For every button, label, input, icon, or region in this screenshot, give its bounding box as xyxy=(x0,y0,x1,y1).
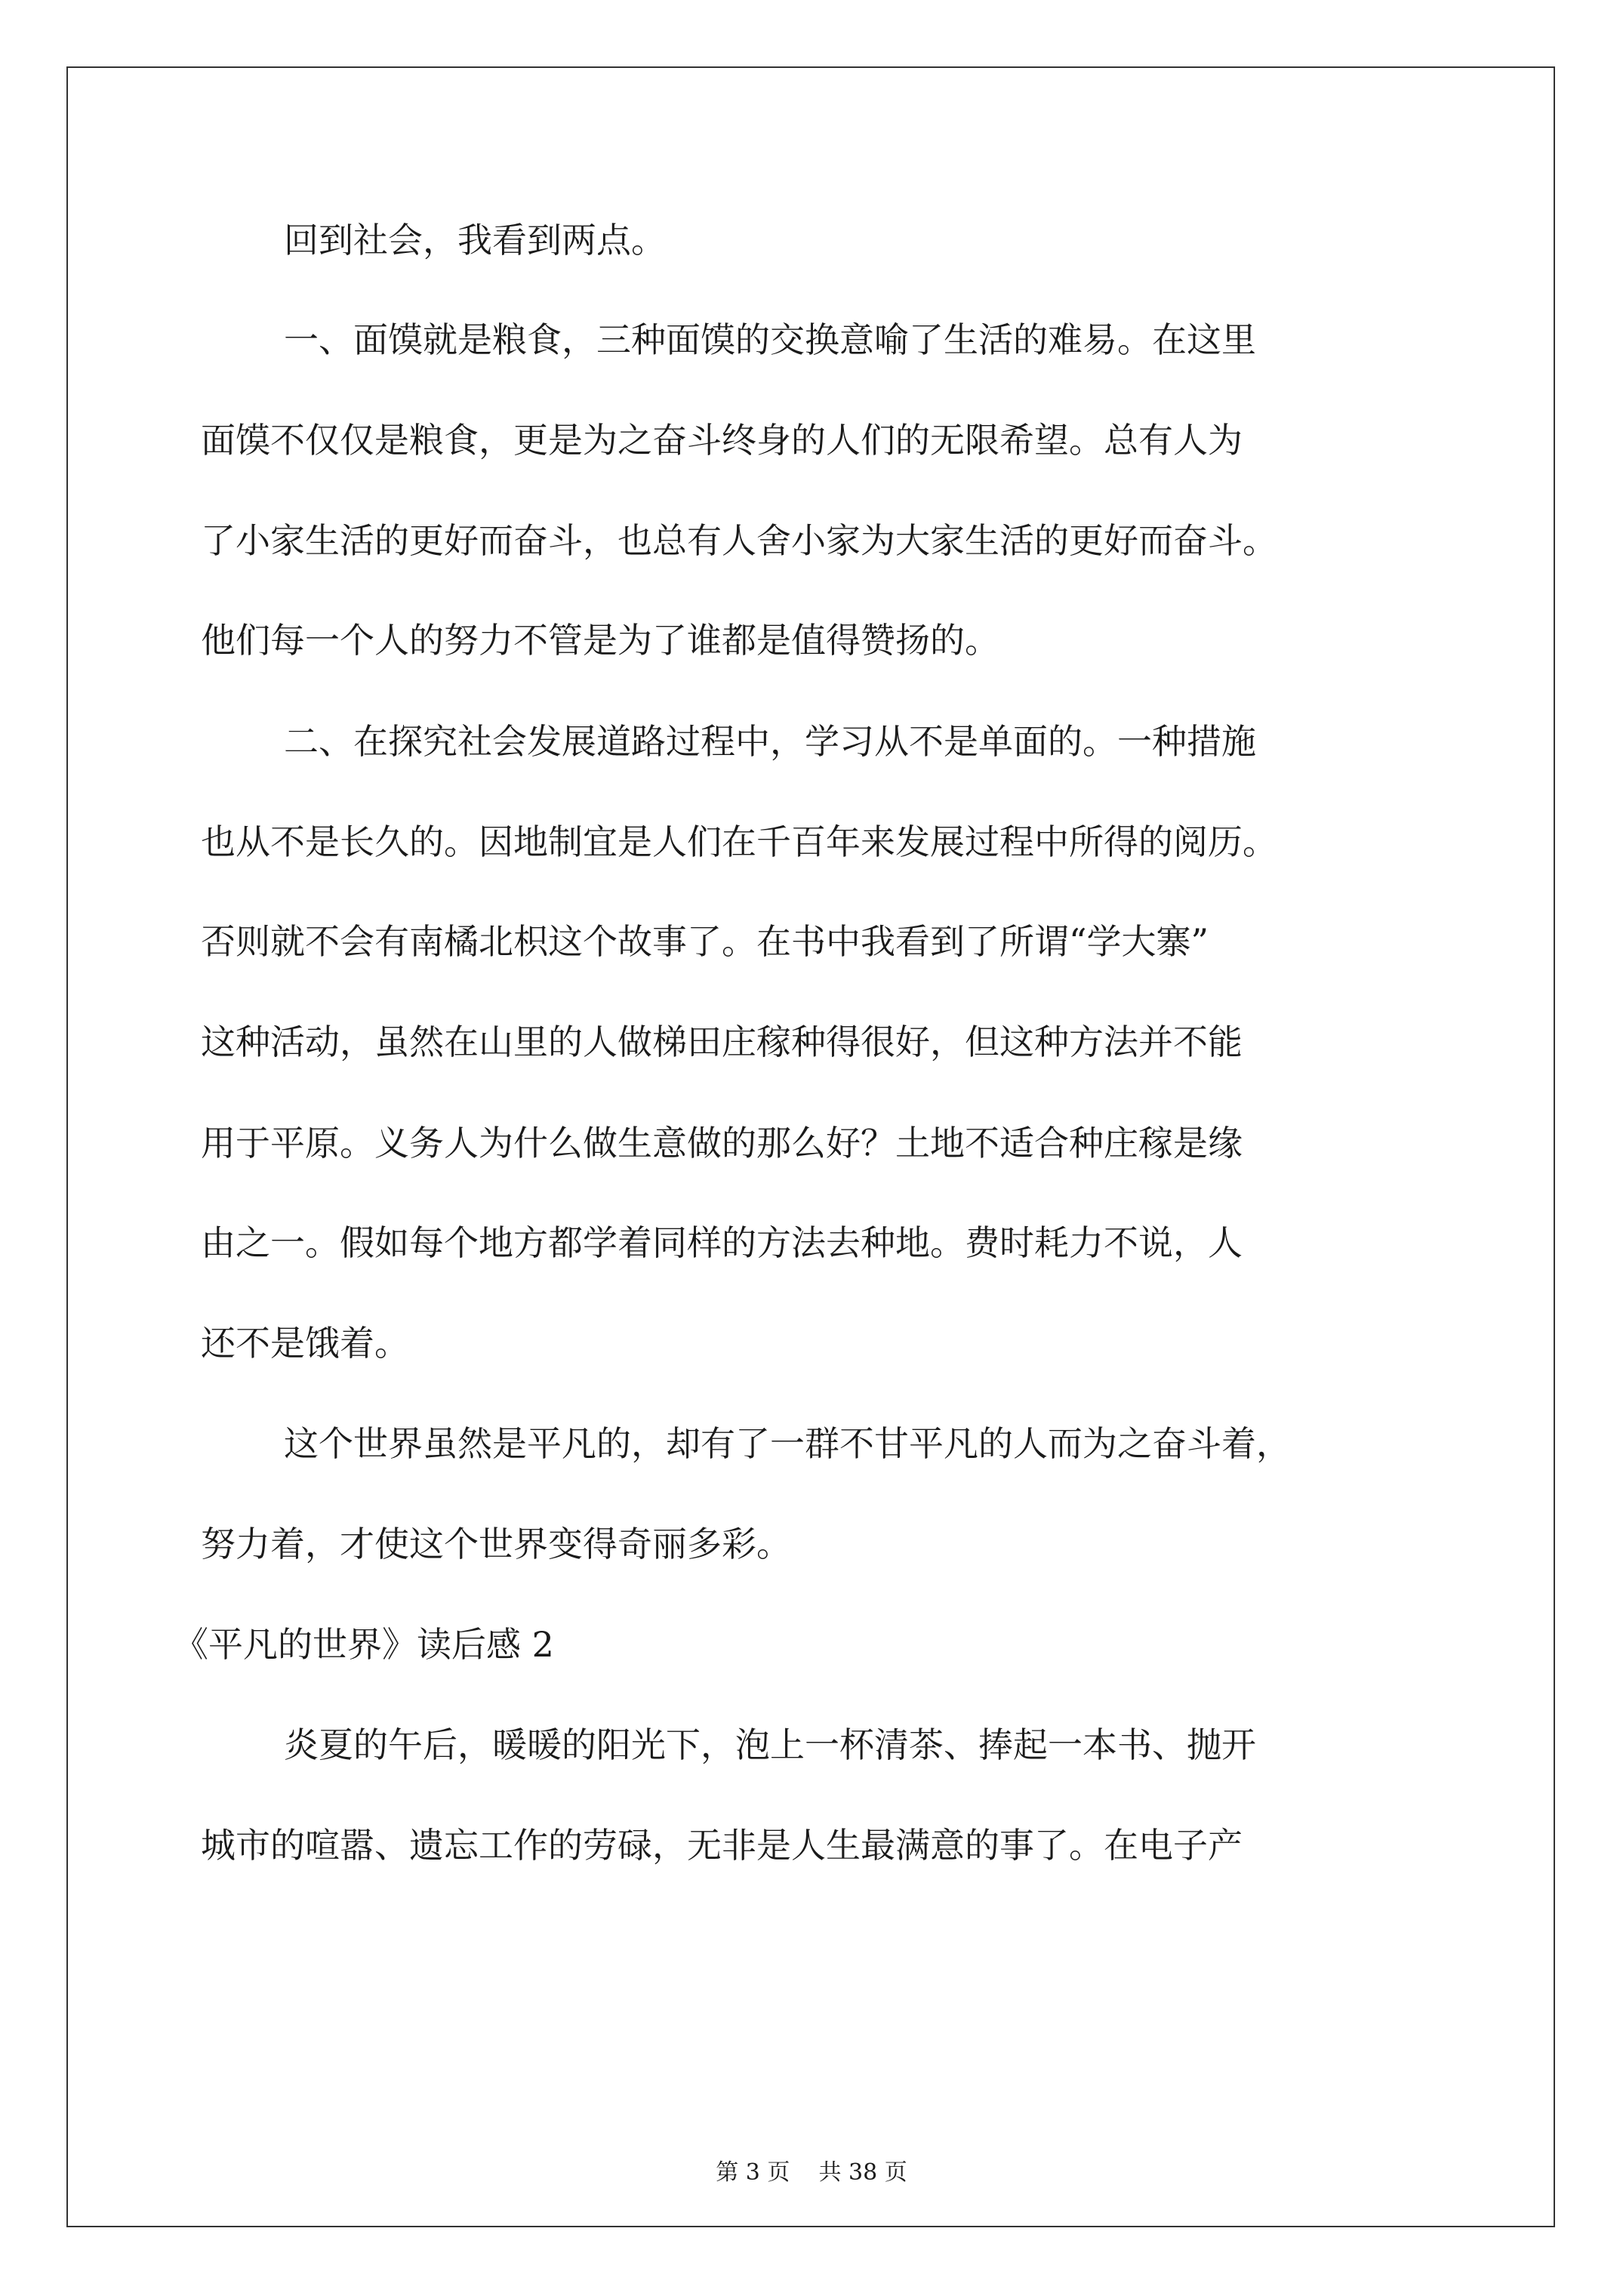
paragraph-line: 这个世界虽然是平凡的，却有了一群不甘平凡的人而为之奋斗着， xyxy=(284,1423,1291,1464)
page-footer xyxy=(0,2158,1623,2188)
paragraph-line: 这种活动，虽然在山里的人做梯田庄稼种得很好，但这种方法并不能 xyxy=(201,1022,1243,1062)
paragraph-line: 努力着，才使这个世界变得奇丽多彩。 xyxy=(201,1524,791,1564)
paragraph-line: 炎夏的午后，暖暖的阳光下，泡上一杯清茶、捧起一本书、抛开 xyxy=(284,1724,1256,1765)
paragraph-line: 城市的喧嚣、遗忘工作的劳碌，无非是人生最满意的事了。在电子产 xyxy=(201,1825,1243,1866)
paragraph-line: 回到社会，我看到两点。 xyxy=(284,220,666,260)
paragraph-line: 二、在探究社会发展道路过程中，学习从不是单面的。一种措施 xyxy=(284,721,1256,762)
paragraph-line: 也从不是长久的。因地制宜是人们在千百年来发展过程中所得的阅历。 xyxy=(201,821,1277,862)
paragraph-line: 还不是饿着。 xyxy=(201,1323,409,1364)
paragraph-line: 他们每一个人的努力不管是为了谁都是值得赞扬的。 xyxy=(201,620,999,661)
paragraph-line: 一、面馍就是粮食，三种面馍的交换意喻了生活的难易。在这里 xyxy=(284,319,1256,360)
paragraph-line: 否则就不会有南橘北枳这个故事了。在书中我看到了所谓“学大寨” xyxy=(201,921,1209,962)
section-heading: 《平凡的世界》读后感 2 xyxy=(174,1624,554,1665)
paragraph-line: 由之一。假如每个地方都学着同样的方法去种地。费时耗力不说，人 xyxy=(201,1222,1243,1263)
paragraph-line: 用于平原。义务人为什么做生意做的那么好？土地不适合种庄稼是缘 xyxy=(201,1123,1243,1163)
paragraph-line: 面馍不仅仅是粮食，更是为之奋斗终身的人们的无限希望。总有人为 xyxy=(201,420,1243,461)
page-number-label: 第 3 页 共 38 页 xyxy=(716,2159,907,2186)
paragraph-line: 了小家生活的更好而奋斗，也总有人舍小家为大家生活的更好而奋斗。 xyxy=(201,520,1277,561)
